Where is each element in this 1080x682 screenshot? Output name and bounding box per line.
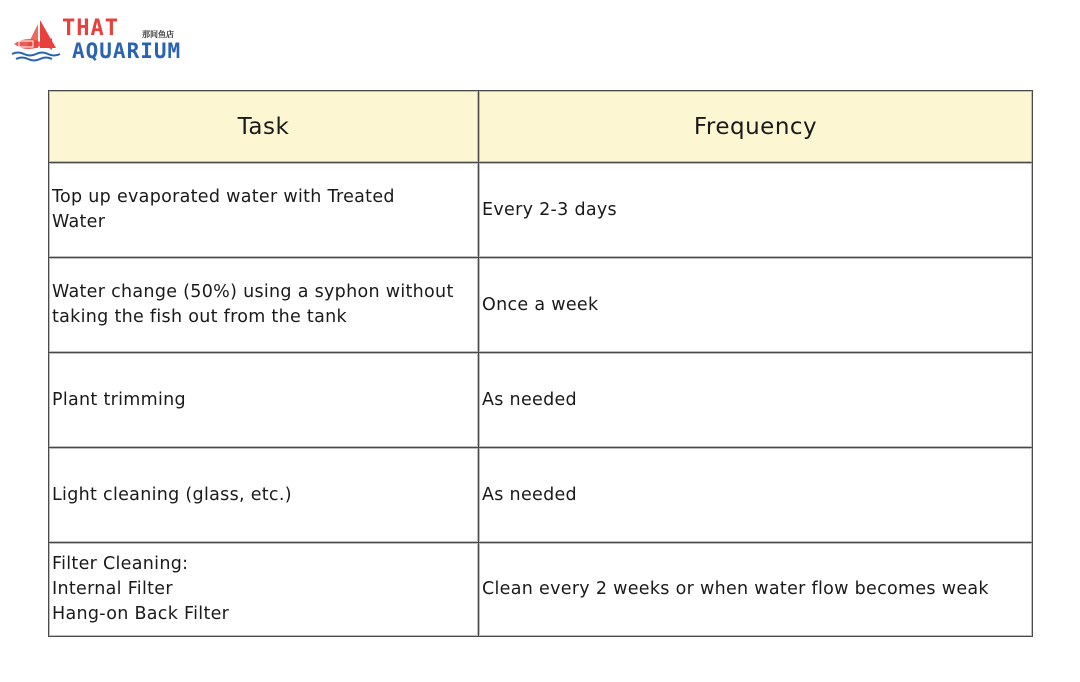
task-text: Hang-on Back Filter xyxy=(52,604,230,624)
task-text: Internal Filter xyxy=(52,579,173,599)
table-row xyxy=(49,258,1033,353)
task-text: Plant trimming xyxy=(52,389,186,410)
frequency-cell: As needed xyxy=(479,448,1033,543)
task-text: Top up evaporated water with Treated xyxy=(52,187,395,207)
task-text: Water change (50%) using a syphon without xyxy=(52,282,454,302)
fish-sail-logo-icon xyxy=(10,18,66,64)
frequency-cell: Every 2-3 days xyxy=(479,163,1033,258)
table-row xyxy=(49,353,1033,448)
maintenance-schedule-table xyxy=(48,90,1033,637)
task-column-header: Task xyxy=(49,91,479,163)
brand-name-that: THAT xyxy=(62,16,119,41)
table-row xyxy=(49,543,1033,637)
frequency-cell: Once a week xyxy=(479,258,1033,353)
frequency-cell: As needed xyxy=(479,353,1033,448)
frequency-column-header: Frequency xyxy=(479,91,1033,163)
task-cell xyxy=(49,163,479,258)
table-row xyxy=(49,163,1033,258)
brand-logo xyxy=(10,14,185,70)
brand-name-aquarium: AQUARIUM xyxy=(72,39,182,63)
task-cell xyxy=(49,543,479,637)
task-text: Filter Cleaning: xyxy=(52,554,189,574)
frequency-cell: Clean every 2 weeks or when water flow becomes weak xyxy=(479,543,1033,637)
table-row xyxy=(49,448,1033,543)
task-cell xyxy=(49,353,479,448)
task-text: Water xyxy=(52,212,106,232)
task-cell xyxy=(49,448,479,543)
task-text: taking the fish out from the tank xyxy=(52,307,347,327)
brand-chinese-name: 那间鱼店 xyxy=(142,30,174,39)
table-header-row xyxy=(49,91,1033,163)
task-cell xyxy=(49,258,479,353)
task-text: Light cleaning (glass, etc.) xyxy=(52,484,292,505)
